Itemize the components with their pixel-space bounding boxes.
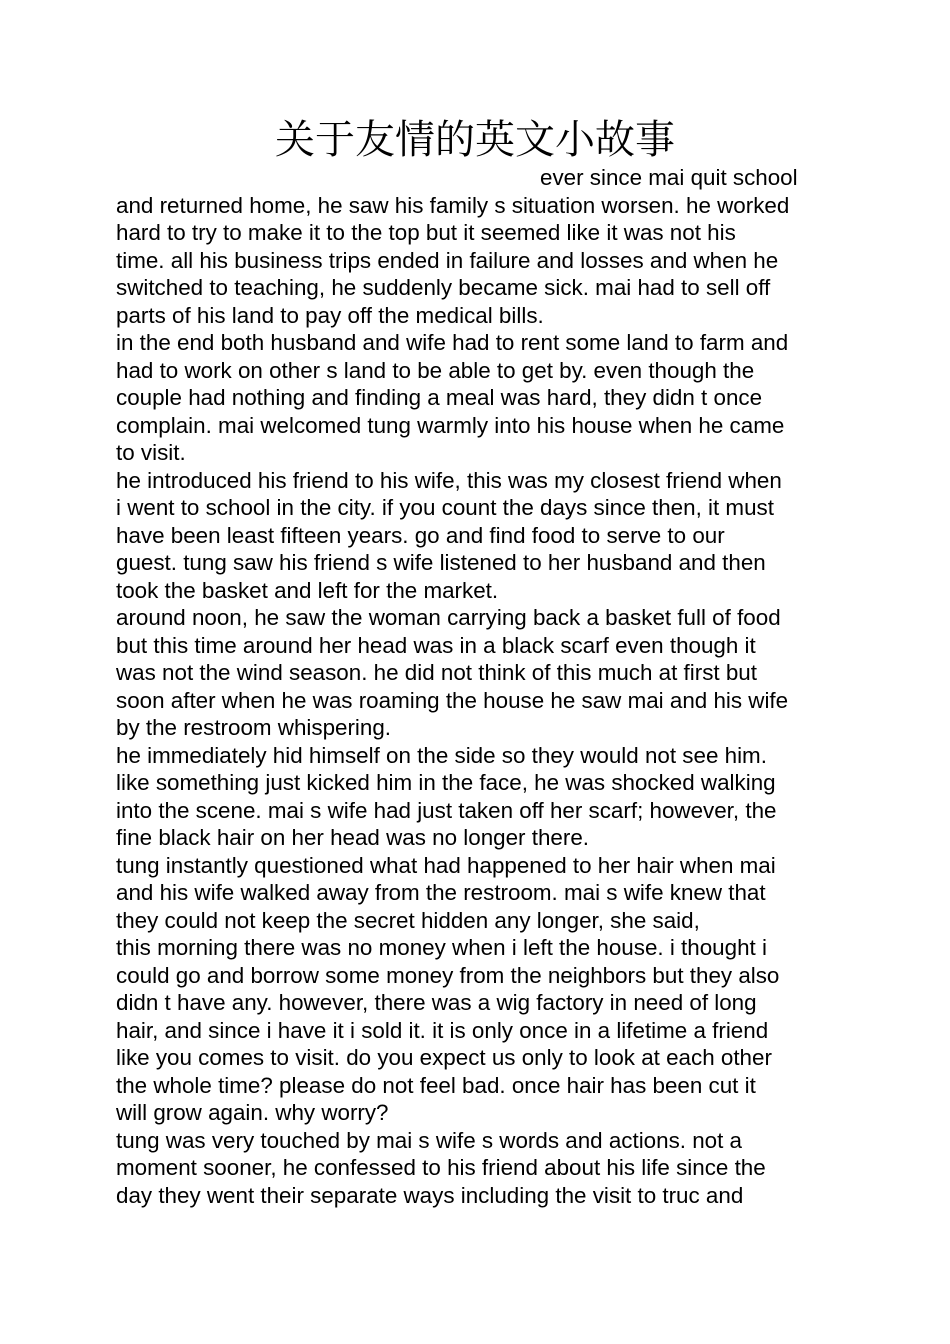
text-line: around noon, he saw the woman carrying back a basket full of food <box>116 605 781 630</box>
text-line: he immediately hid himself on the side so they would not see him. <box>116 742 767 768</box>
text-line: will grow again. why worry? <box>116 1100 389 1125</box>
text-line: didn t have any. however, there was a wig factory in need of long <box>116 990 757 1015</box>
text-line: tung instantly questioned what had happened to her hair when mai <box>116 852 776 878</box>
text-line: switched to teaching, he suddenly became sick. mai had to sell off <box>116 275 771 300</box>
document-title: 关于友情的英文小故事 <box>275 117 675 163</box>
text-line: ever since mai quit school <box>540 165 798 190</box>
text-line: he introduced his friend to his wife, this was my closest friend when <box>116 467 782 493</box>
text-line: parts of his land to pay off the medical bills. <box>116 302 544 328</box>
text-line: they could not keep the secret hidden any longer, she said, <box>116 907 700 933</box>
text-line: the whole time? please do not feel bad. once hair has been cut it <box>116 1072 756 1098</box>
text-line: had to work on other s land to be able to get by. even though the <box>116 357 755 383</box>
text-line: tung was very touched by mai s wife s words and actions. not a <box>116 1127 743 1153</box>
text-line: i went to school in the city. if you count the days since then, it must <box>116 495 774 520</box>
text-line: hard to try to make it to the top but it seemed like it was not his <box>116 220 736 245</box>
text-line: to visit. <box>116 440 186 465</box>
text-line: complain. mai welcomed tung warmly into his house when he came <box>116 412 785 438</box>
text-line: but this time around her head was in a black scarf even though it <box>116 632 756 658</box>
text-line: like you comes to visit. do you expect us only to look at each other <box>116 1045 772 1070</box>
text-line: guest. tung saw his friend s wife listened to her husband and then <box>116 550 766 575</box>
document-body <box>116 164 846 1209</box>
text-line: soon after when he was roaming the house he saw mai and his wife <box>116 687 789 713</box>
text-line: fine black hair on her head was no longer there. <box>116 825 589 850</box>
text-line: time. all his business trips ended in failure and losses and when he <box>116 247 779 273</box>
text-line: into the scene. mai s wife had just taken off her scarf; however, the <box>116 797 777 823</box>
text-line: could go and borrow some money from the neighbors but they also <box>116 962 780 988</box>
text-line: this morning there was no money when i left the house. i thought i <box>116 935 767 960</box>
text-line: have been least fifteen years. go and find food to serve to our <box>116 522 725 548</box>
text-line: moment sooner, he confessed to his friend about his life since the <box>116 1155 766 1180</box>
text-line: day they went their separate ways including the visit to truc and <box>116 1182 744 1208</box>
text-line: and his wife walked away from the restroom. mai s wife knew that <box>116 880 766 905</box>
text-line: in the end both husband and wife had to rent some land to farm and <box>116 330 789 355</box>
text-line: hair, and since i have it i sold it. it is only once in a lifetime a friend <box>116 1017 769 1043</box>
text-line: and returned home, he saw his family s situation worsen. he worked <box>116 192 790 218</box>
text-line: like something just kicked him in the face, he was shocked walking <box>116 770 776 795</box>
text-line: took the basket and left for the market. <box>116 577 499 603</box>
text-line: couple had nothing and finding a meal was hard, they didn t once <box>116 385 763 410</box>
text-line: by the restroom whispering. <box>116 715 392 740</box>
text-line: was not the wind season. he did not think of this much at first but <box>116 660 757 685</box>
